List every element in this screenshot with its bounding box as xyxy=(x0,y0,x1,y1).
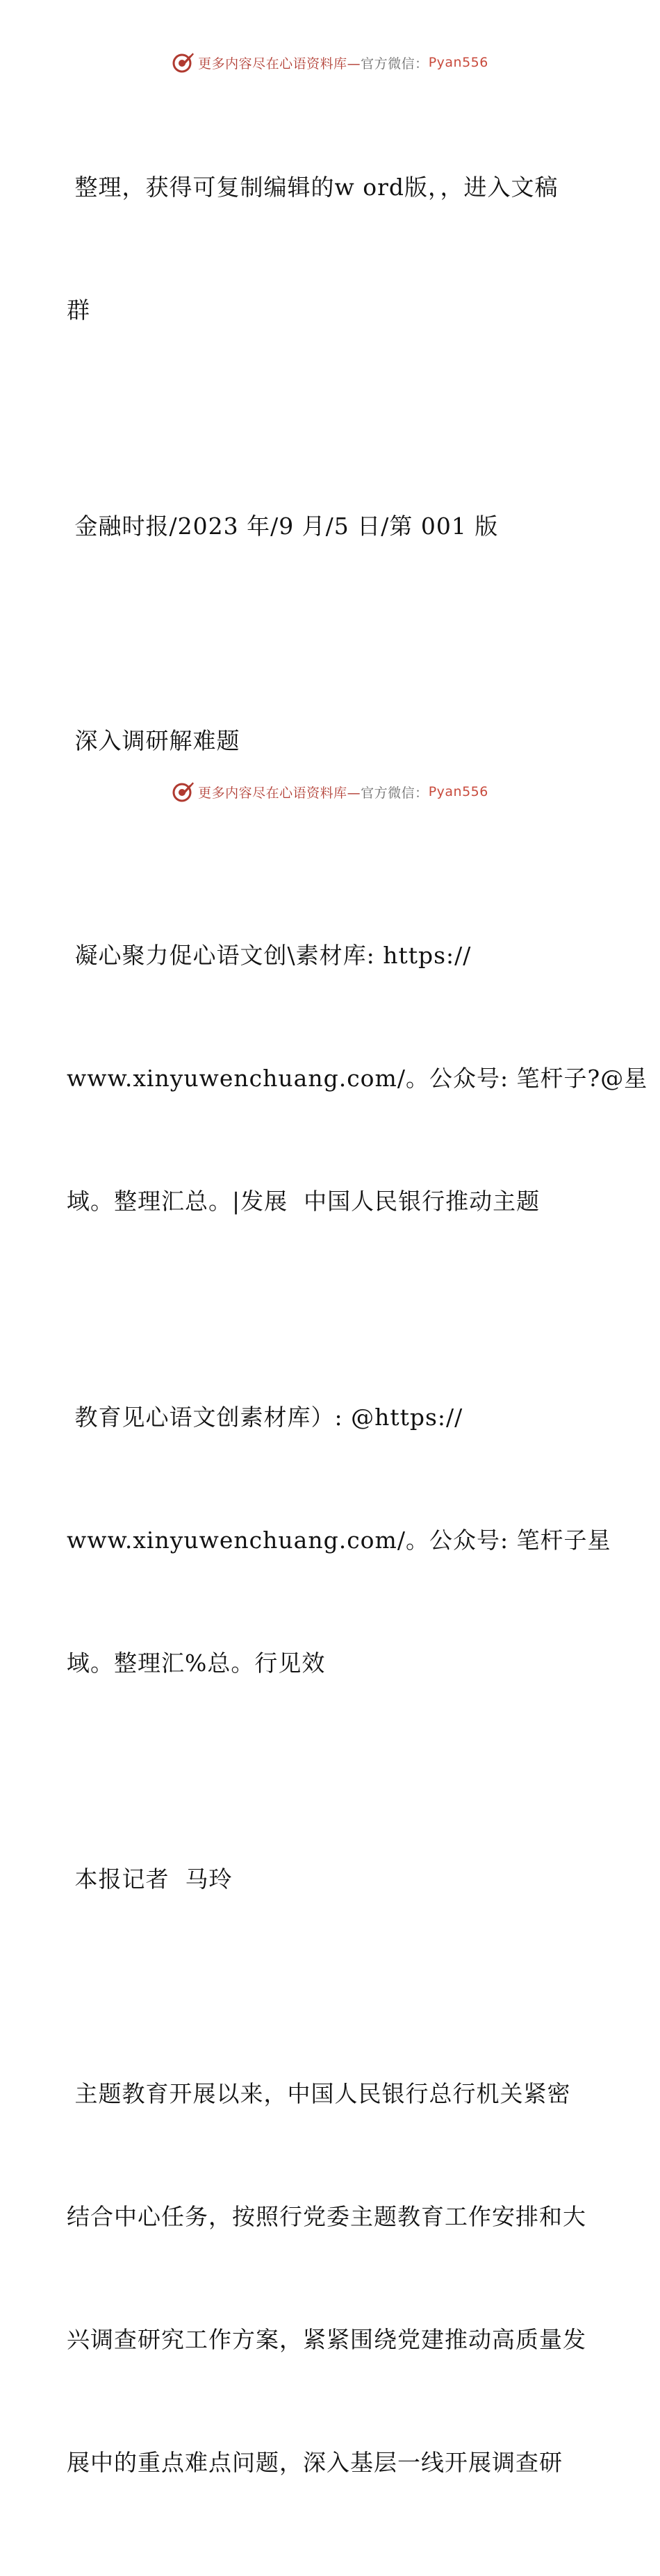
wechat-label: 官方微信： xyxy=(361,785,429,801)
wechat-label: 官方微信： xyxy=(361,56,429,72)
text-line: www.xinyuwenchuang.com/。公众号: 笔杆子星 xyxy=(67,1527,611,1554)
text-line: 凝心聚力促心语文创\素材库: https:// xyxy=(67,942,472,969)
paragraph-source xyxy=(67,424,595,629)
text-line: www.xinyuwenchuang.com/。公众号: 笔杆子?@星 xyxy=(67,1065,648,1092)
paragraph-subtitle-1 xyxy=(67,853,648,1304)
quill-pen-logo-icon xyxy=(172,780,195,804)
banner-text: 更多内容尽在心语资料库— xyxy=(198,785,361,801)
paragraph-body xyxy=(67,1991,595,2565)
wechat-id: Pyan556 xyxy=(428,784,488,799)
text-line: 金融时报/2023 年/9 月/5 日/第 001 版 xyxy=(67,513,499,540)
document-body xyxy=(67,85,648,2576)
text-line: 群 xyxy=(67,297,90,324)
header-watermark-banner xyxy=(0,49,660,76)
paragraph-byline xyxy=(67,1777,595,1981)
paragraph-subtitle-2 xyxy=(67,1315,611,1765)
footer-watermark-banner xyxy=(0,778,660,806)
text-line: 教育见心语文创素材库）: @https:// xyxy=(67,1404,463,1431)
text-line: 展中的重点难点问题，深入基层一线开展调查研 xyxy=(67,2449,563,2476)
text-line: 结合中心任务，按照行党委主题教育工作安排和大 xyxy=(67,2203,586,2230)
paragraph-intro xyxy=(67,85,595,413)
text-line: 深入调研解难题 xyxy=(67,727,240,754)
banner-text: 更多内容尽在心语资料库— xyxy=(198,56,361,72)
wechat-id: Pyan556 xyxy=(428,55,488,70)
text-line: 本报记者 马玲 xyxy=(67,1865,233,1893)
text-line: 主题教育开展以来，中国人民银行总行机关紧密 xyxy=(67,2080,571,2107)
quill-pen-logo-icon xyxy=(172,51,195,74)
text-line: 整理，获得可复制编辑的w ord版，，进入文稿 xyxy=(67,174,559,201)
paragraph-title xyxy=(67,638,595,843)
text-line: 兴调查研究工作方案，紧紧围绕党建推动高质量发 xyxy=(67,2326,586,2353)
text-line: 域。整理汇%总。行见效 xyxy=(67,1650,326,1677)
text-line: 域。整理汇总。|发展 中国人民银行推动主题 xyxy=(67,1188,541,1215)
